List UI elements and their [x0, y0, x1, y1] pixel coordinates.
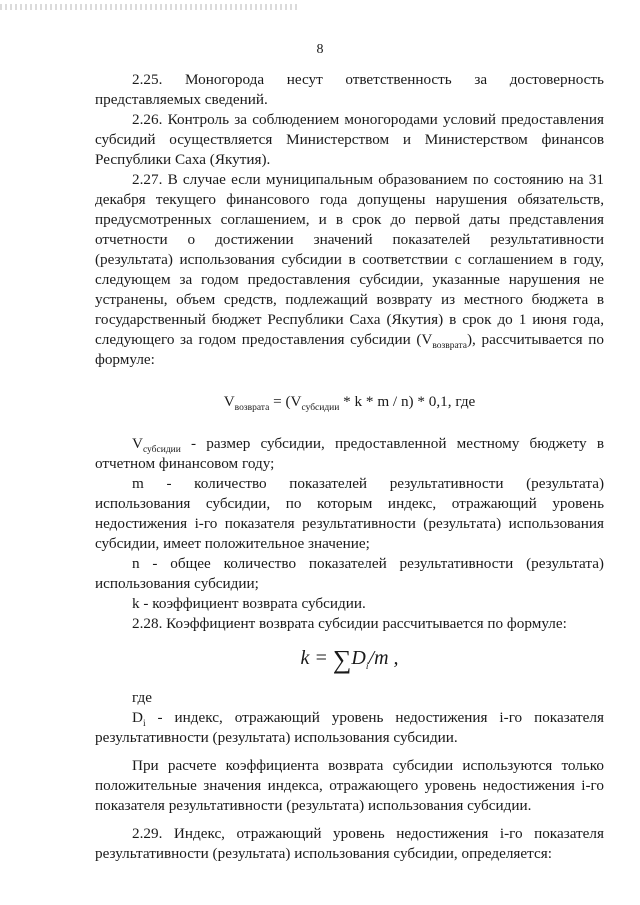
- paragraph-2-27-subscript: возврата: [432, 341, 467, 352]
- paragraph-calculation-note: При расчете коэффициента возврата субсидии используются только положительные значения индекса, отражающего уровень недостижения i-го показателя результативности (результата) использования субсидии.: [95, 757, 604, 814]
- definition-v-text: - размер субсидии, предоставленной местному бюджету в отчетном финансовом году;: [95, 435, 604, 472]
- paragraph-2-27-text: 2.27. В случае если муниципальным образованием по состоянию на 31 декабря текущего финансового года допущены нарушения обязательств, предусмотренных соглашением, и в срок до первой даты представления отчетности о достижении значений показателей результативности (результата) использования субсидии в соответствии с соглашением в году, следующем за годом предоставления субсидии, указанные нарушения не устранены, объем средств, подлежащий возврату из местного бюджета в государственный бюджет Республики Саха (Якутия) в срок до 1 июня года, следующего за годом предоставления субсидии (V: [95, 171, 604, 348]
- definition-m: m - количество показателей результативности (результата) использования субсидии, по которым индекс, отражающий уровень недостижения i-го показателя результативности (результата) использования субсидии, имеет положительное значение;: [95, 475, 604, 552]
- formula2-eq: =: [309, 647, 333, 669]
- page-number: 8: [316, 42, 324, 57]
- definition-d-subscript: i: [142, 719, 146, 730]
- formula-rest: * k * m / n) * 0,1, где: [339, 393, 476, 410]
- paragraph-2-27-tail: ), рассчитывается по формуле:: [95, 331, 604, 368]
- formula-mid-subscript: субсидии: [301, 403, 340, 414]
- definition-d-i: [95, 708, 604, 748]
- scan-artifact: [0, 4, 300, 10]
- definition-d-symbol: D: [132, 709, 143, 726]
- sum-symbol: ∑: [332, 645, 352, 674]
- return-volume-formula: [95, 392, 604, 412]
- formula-lhs-subscript: возврата: [234, 403, 270, 414]
- where-label: где: [132, 689, 152, 706]
- formula2-k: k: [300, 647, 310, 669]
- formula2-d-subscript: i: [365, 662, 369, 672]
- formula2-comma: ,: [388, 647, 399, 669]
- formula2-div: /m: [368, 647, 389, 669]
- definition-v-subscript: субсидии: [142, 445, 181, 456]
- definition-n: n - общее количество показателей результативности (результата) использования субсидии;: [95, 555, 604, 592]
- paragraph-2-25: 2.25. Моногорода несут ответственность за достоверность представляемых сведений.: [95, 71, 604, 108]
- formula-lhs: V: [223, 393, 235, 410]
- definition-v-subsidy: [95, 434, 604, 474]
- paragraph-2-28: 2.28. Коэффициент возврата субсидии рассчитывается по формуле:: [132, 615, 567, 632]
- definition-v-symbol: V: [132, 435, 143, 452]
- formula2-d: D: [351, 647, 366, 669]
- formula-eq: = (V: [269, 393, 302, 410]
- definition-k: k - коэффициент возврата субсидии.: [132, 595, 366, 612]
- paragraph-2-26: 2.26. Контроль за соблюдением моногородами условий предоставления субсидий осуществляется Министерством и Министерством финансов Республики Саха (Якутия).: [95, 111, 604, 168]
- coefficient-formula: [95, 645, 604, 674]
- paragraph-2-27: [95, 170, 604, 370]
- document-body: [95, 70, 604, 864]
- paragraph-2-29: 2.29. Индекс, отражающий уровень недостижения i-го показателя результативности (результата) использования субсидии, определяется:: [95, 825, 604, 862]
- definition-d-text: - индекс, отражающий уровень недостижения i-го показателя результативности (результата) использования субсидии.: [95, 709, 604, 746]
